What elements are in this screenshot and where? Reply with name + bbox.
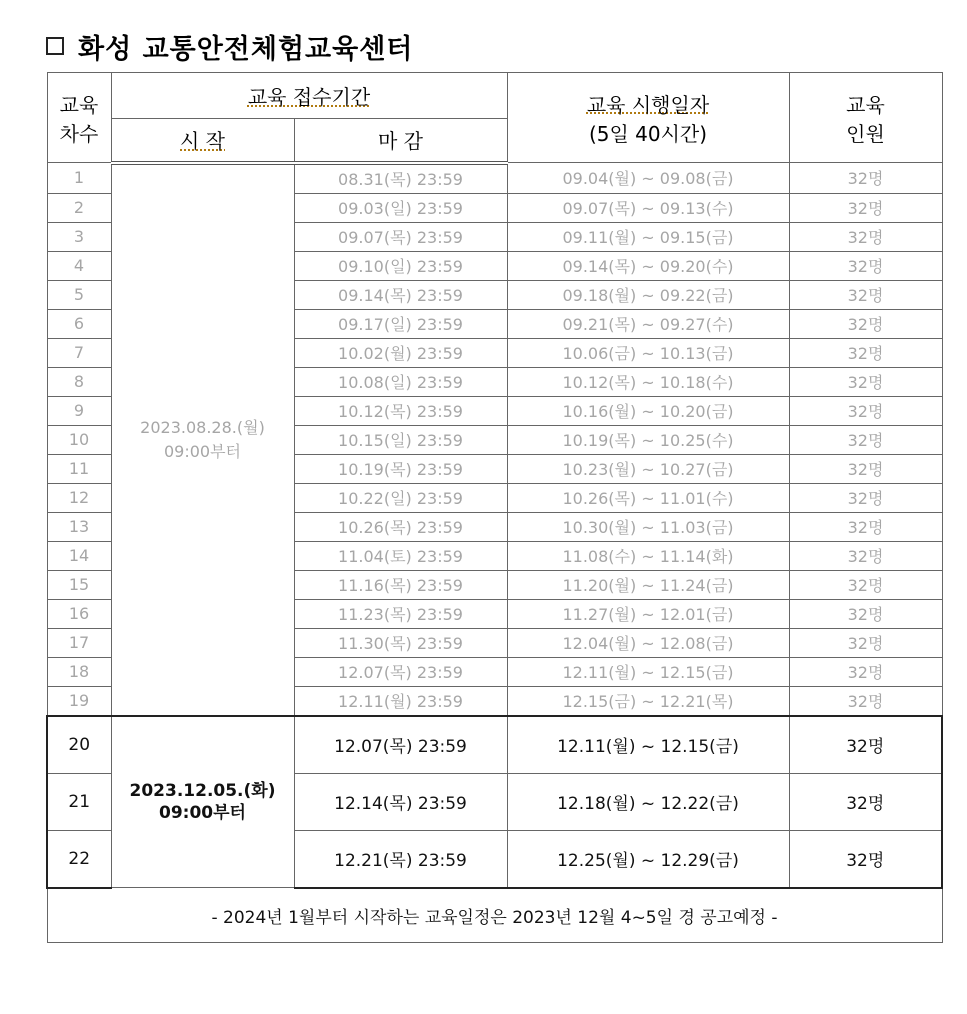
deadline: 09.14(목) 23:59 [294, 280, 507, 309]
deadline: 09.07(목) 23:59 [294, 222, 507, 251]
start-date: 2023.08.28.(월) [140, 417, 265, 437]
capacity: 32명 [789, 280, 942, 309]
capacity: 32명 [789, 628, 942, 657]
header-capacity-top: 교육 [846, 92, 885, 117]
header-start-label: 시 작 [180, 129, 225, 154]
education-period: 12.04(월) ~ 12.08(금) [507, 628, 789, 657]
deadline: 08.31(목) 23:59 [294, 163, 507, 194]
round-number: 20 [47, 716, 111, 774]
capacity: 32명 [789, 773, 942, 830]
deadline: 11.16(목) 23:59 [294, 570, 507, 599]
education-period: 10.16(월) ~ 10.20(금) [507, 396, 789, 425]
table-row [47, 163, 942, 194]
capacity: 32명 [789, 251, 942, 280]
capacity: 32명 [789, 338, 942, 367]
capacity: 32명 [789, 193, 942, 222]
round-number: 10 [47, 425, 111, 454]
education-schedule-table [46, 72, 943, 943]
start-date: 2023.12.05.(화) [129, 780, 276, 801]
education-period: 11.08(수) ~ 11.14(화) [507, 541, 789, 570]
round-number: 18 [47, 657, 111, 686]
round-number: 11 [47, 454, 111, 483]
education-period: 12.25(월) ~ 12.29(금) [507, 830, 789, 888]
round-number: 4 [47, 251, 111, 280]
round-number: 17 [47, 628, 111, 657]
deadline: 12.11(월) 23:59 [294, 686, 507, 716]
capacity: 32명 [789, 454, 942, 483]
capacity: 32명 [789, 483, 942, 512]
deadline: 11.04(토) 23:59 [294, 541, 507, 570]
education-period: 09.18(월) ~ 09.22(금) [507, 280, 789, 309]
header-capacity [789, 73, 942, 163]
round-number: 21 [47, 773, 111, 830]
deadline: 09.17(일) 23:59 [294, 309, 507, 338]
deadline: 10.26(목) 23:59 [294, 512, 507, 541]
header-capacity-bottom: 인원 [846, 121, 885, 146]
deadline: 10.12(목) 23:59 [294, 396, 507, 425]
education-period: 10.23(월) ~ 10.27(금) [507, 454, 789, 483]
deadline: 10.22(일) 23:59 [294, 483, 507, 512]
round-number: 8 [47, 367, 111, 396]
deadline: 11.30(목) 23:59 [294, 628, 507, 657]
round-number: 15 [47, 570, 111, 599]
education-period: 10.19(목) ~ 10.25(수) [507, 425, 789, 454]
round-number: 7 [47, 338, 111, 367]
capacity: 32명 [789, 686, 942, 716]
capacity: 32명 [789, 599, 942, 628]
education-period: 12.11(월) ~ 12.15(금) [507, 716, 789, 774]
deadline: 10.19(목) 23:59 [294, 454, 507, 483]
capacity: 32명 [789, 512, 942, 541]
capacity: 32명 [789, 367, 942, 396]
round-number: 5 [47, 280, 111, 309]
education-period: 12.11(월) ~ 12.15(금) [507, 657, 789, 686]
capacity: 32명 [789, 222, 942, 251]
header-round-top: 교육 [59, 92, 99, 117]
deadline: 10.08(일) 23:59 [294, 367, 507, 396]
start-datetime-group1 [111, 163, 294, 716]
header-round [47, 73, 111, 163]
capacity: 32명 [789, 657, 942, 686]
deadline: 10.15(일) 23:59 [294, 425, 507, 454]
round-number: 9 [47, 396, 111, 425]
round-number: 22 [47, 830, 111, 888]
round-number: 3 [47, 222, 111, 251]
deadline: 12.14(목) 23:59 [294, 773, 507, 830]
header-round-bottom: 차수 [59, 121, 99, 146]
round-number: 2 [47, 193, 111, 222]
round-number: 14 [47, 541, 111, 570]
header-end-label: 마 감 [378, 129, 423, 154]
education-period: 10.30(월) ~ 11.03(금) [507, 512, 789, 541]
education-period: 11.20(월) ~ 11.24(금) [507, 570, 789, 599]
deadline: 09.10(일) 23:59 [294, 251, 507, 280]
header-schedule-line1: 교육 시행일자 [586, 92, 710, 117]
header-reception-label: 교육 접수기간 [247, 85, 371, 109]
page-title [46, 26, 413, 66]
table-body [47, 163, 942, 943]
deadline: 12.21(목) 23:59 [294, 830, 507, 888]
education-period: 12.15(금) ~ 12.21(목) [507, 686, 789, 716]
education-period: 09.11(월) ~ 09.15(금) [507, 222, 789, 251]
capacity: 32명 [789, 163, 942, 194]
title-text: 화성 교통안전체험교육센터 [78, 33, 414, 65]
capacity: 32명 [789, 309, 942, 338]
round-number: 13 [47, 512, 111, 541]
capacity: 32명 [789, 570, 942, 599]
round-number: 6 [47, 309, 111, 338]
header-end [294, 119, 507, 163]
education-period: 12.18(월) ~ 12.22(금) [507, 773, 789, 830]
note-row [47, 888, 942, 943]
education-period: 10.06(금) ~ 10.13(금) [507, 338, 789, 367]
education-period: 09.04(월) ~ 09.08(금) [507, 163, 789, 194]
round-number: 16 [47, 599, 111, 628]
round-number: 1 [47, 163, 111, 194]
header-schedule-line2: (5일 40시간) [588, 121, 708, 146]
education-period: 11.27(월) ~ 12.01(금) [507, 599, 789, 628]
deadline: 12.07(목) 23:59 [294, 657, 507, 686]
table-row [47, 716, 942, 774]
deadline: 12.07(목) 23:59 [294, 716, 507, 774]
header-schedule [507, 73, 789, 163]
header-start [111, 119, 294, 163]
capacity: 32명 [789, 830, 942, 888]
start-datetime-group2 [111, 716, 294, 888]
schedule-notice: - 2024년 1월부터 시작하는 교육일정은 2023년 12월 4~5일 경 공고예정 - [47, 888, 942, 943]
deadline: 09.03(일) 23:59 [294, 193, 507, 222]
education-period: 09.07(목) ~ 09.13(수) [507, 193, 789, 222]
square-bullet-icon [46, 37, 64, 55]
start-time: 09:00부터 [159, 802, 246, 823]
deadline: 10.02(월) 23:59 [294, 338, 507, 367]
capacity: 32명 [789, 716, 942, 774]
education-period: 09.21(목) ~ 09.27(수) [507, 309, 789, 338]
capacity: 32명 [789, 396, 942, 425]
round-number: 12 [47, 483, 111, 512]
start-time: 09:00부터 [163, 441, 242, 461]
capacity: 32명 [789, 425, 942, 454]
deadline: 11.23(목) 23:59 [294, 599, 507, 628]
education-period: 10.12(목) ~ 10.18(수) [507, 367, 789, 396]
header-reception [111, 73, 507, 119]
education-period: 09.14(목) ~ 09.20(수) [507, 251, 789, 280]
capacity: 32명 [789, 541, 942, 570]
education-period: 10.26(목) ~ 11.01(수) [507, 483, 789, 512]
round-number: 19 [47, 686, 111, 716]
